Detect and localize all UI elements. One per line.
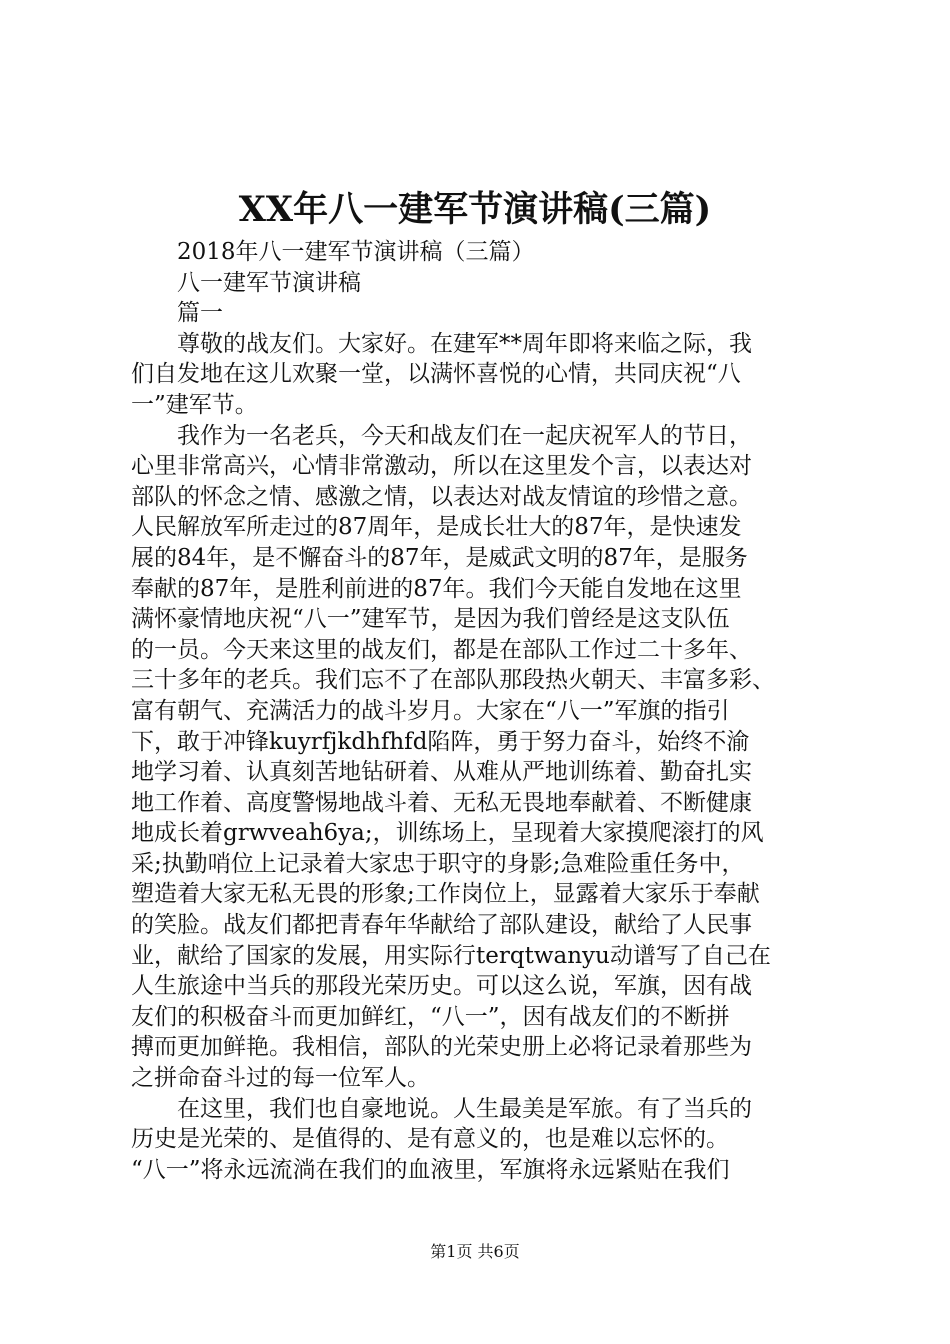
body-line: 展的84年，是不懈奋斗的87年，是威武文明的87年，是服务 — [131, 544, 748, 571]
body-line: 的笑脸。战友们都把青春年华献给了部队建设，献给了人民事 — [131, 912, 752, 939]
body-line: 友们的积极奋斗而更加鲜红，“八一”，因有战友们的不断拼 — [131, 1003, 730, 1030]
body-line: 2018年八一建军节演讲稿（三篇） — [177, 239, 535, 265]
body-line: 八一建军节演讲稿 — [177, 269, 361, 296]
body-line: 奉献的87年，是胜利前进的87年。我们今天能自发地在这里 — [131, 575, 742, 602]
body-line: 我作为一名老兵，今天和战友们在一起庆祝军人的节日， — [177, 422, 752, 449]
body-line: 搏而更加鲜艳。我相信，部队的光荣史册上必将记录着那些为 — [131, 1034, 752, 1061]
body-line: 人民解放军所走过的87周年，是成长壮大的87年，是快速发 — [131, 514, 742, 541]
body-line: 塑造着大家无私无畏的形象;工作岗位上，显露着大家乐于奉献 — [131, 881, 760, 908]
document-body — [131, 237, 851, 1185]
body-line: 三十多年的老兵。我们忘不了在部队那段热火朝天、丰富多彩、 — [131, 667, 775, 694]
body-line: 篇一 — [177, 300, 223, 327]
body-line: 地学习着、认真刻苦地钻研着、从难从严地训练着、勤奋扎实 — [131, 759, 752, 786]
body-line: 地工作着、高度警惕地战斗着、无私无畏地奉献着、不断健康 — [131, 789, 752, 816]
body-line: 尊敬的战友们。大家好。在建军**周年即将来临之际，我 — [177, 330, 752, 357]
body-line: 一”建军节。 — [131, 391, 258, 418]
body-line: 在这里，我们也自豪地说。人生最美是军旅。有了当兵的 — [177, 1095, 752, 1122]
body-line: 下，敢于冲锋kuyrfjkdhfhfd陷阵，勇于努力奋斗，始终不渝 — [131, 728, 750, 755]
body-line: 部队的怀念之情、感激之情，以表达对战友情谊的珍惜之意。 — [131, 483, 752, 510]
body-line: 历史是光荣的、是值得的、是有意义的，也是难以忘怀的。 — [131, 1126, 729, 1153]
body-line: 心里非常高兴，心情非常激动，所以在这里发个言，以表达对 — [131, 453, 752, 480]
body-line: 之拼命奋斗过的每一位军人。 — [131, 1065, 430, 1092]
body-line: 采;执勤哨位上记录着大家忠于职守的身影;急难险重任务中， — [131, 850, 745, 877]
body-line: 业，献给了国家的发展，用实际行terqtwanyu动谱写了自己在 — [131, 942, 771, 969]
document-title: XX年八一建军节演讲稿(三篇) — [238, 189, 712, 230]
page-footer: 第1页 共6页 — [430, 1242, 520, 1261]
body-line: 满怀豪情地庆祝“八一”建军节，是因为我们曾经是这支队伍 — [131, 606, 730, 633]
body-line: 们自发地在这儿欢聚一堂，以满怀喜悦的心情，共同庆祝“八 — [131, 361, 741, 388]
body-line: 地成长着grwveah6ya;，训练场上，呈现着大家摸爬滚打的风 — [131, 820, 764, 847]
body-line: “八一”将永远流淌在我们的血液里，军旗将永远紧贴在我们 — [131, 1156, 730, 1183]
body-line: 富有朝气、充满活力的战斗岁月。大家在“八一”军旗的指引 — [131, 697, 730, 724]
body-line: 人生旅途中当兵的那段光荣历史。可以这么说，军旗，因有战 — [131, 973, 752, 1000]
body-line: 的一员。今天来这里的战友们，都是在部队工作过二十多年、 — [131, 636, 752, 663]
